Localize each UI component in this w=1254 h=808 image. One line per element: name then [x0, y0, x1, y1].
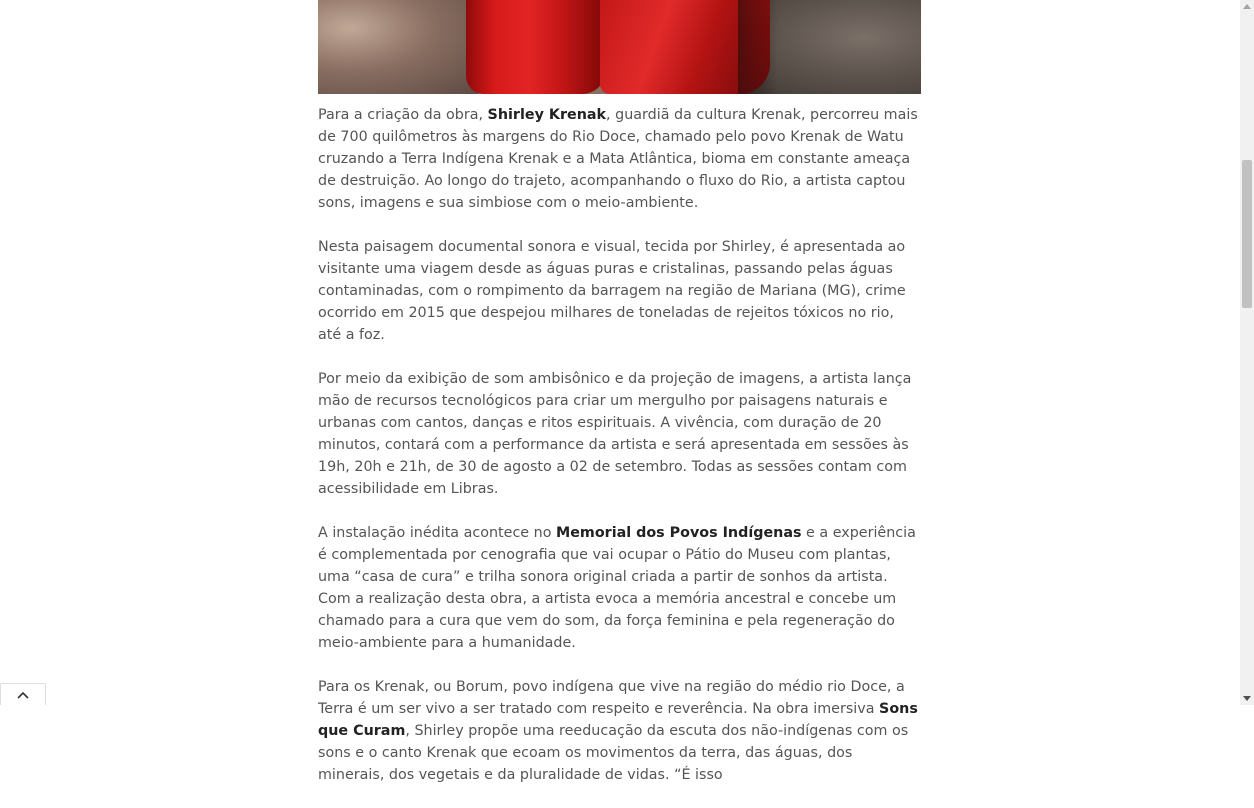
scroll-up-arrow-icon[interactable] — [1243, 4, 1251, 9]
scrollbar-thumb[interactable] — [1242, 160, 1252, 308]
paragraph-2: Nesta paisagem documental sonora e visual, tecida por Shirley, é apresentada ao visitante uma viagem desde as águas puras e cristalinas, passando pelas águas contaminadas, com o rompimento da barragem na região de Mariana (MG), crime ocorrido em 2015 que despejou milhares de toneladas de rejeitos tóxicos no rio, até a foz. — [318, 239, 906, 343]
vertical-scrollbar[interactable] — [1240, 0, 1254, 705]
work-title: Sons que Curam — [318, 701, 918, 739]
hero-figure-red-dress — [466, 0, 606, 94]
paragraph-3: Por meio da exibição de som ambisônico e da projeção de imagens, a artista lança mão de recursos tecnológicos para criar um mergulho por paisagens naturais e urbanas com cantos, danças e ritos espirituais. A vivência, com duração de 20 minutos, contará com a performance da artista e será apresentada em sessões às 19h, 20h e 21h, de 30 de agosto a 02 de setembro. Todas as sessões contam com acessibilidade em Libras. — [318, 371, 912, 497]
hero-image — [318, 0, 921, 94]
article-body — [318, 104, 918, 808]
paragraph-1: Para a criação da obra, Shirley Krenak, guardiã da cultura Krenak, percorreu mais de 700 quilômetros às margens do Rio Doce, chamado pelo povo Krenak de Watu cruzando a Terra Indígena Krenak e a Mata Atlântica, bioma em constante ameaça de destruição. Ao longo do trajeto, acompanhando o fluxo do Rio, a artista captou sons, imagens e sua simbiose com o meio-ambiente. — [318, 107, 918, 211]
paragraph-4: A instalação inédita acontece no Memorial dos Povos Indígenas e a experiência é complementada por cenografia que vai ocupar o Pátio do Museu com plantas, uma “casa de cura” e trilha sonora original criada a partir de sonhos da artista. Com a realização desta obra, a artista evoca a memória ancestral e concebe um chamado para a cura que vem do som, da força feminina e pela regeneração do meio-ambiente para a humanidade. — [318, 525, 916, 651]
venue-name: Memorial dos Povos Indígenas — [556, 525, 802, 541]
paragraph-5: Para os Krenak, ou Borum, povo indígena que vive na região do médio rio Doce, a Terra é um ser vivo a ser tratado com respeito e reverência. Na obra imersiva Sons que Curam, Shirley propõe uma reeducação da escuta dos não-indígenas com os sons e o canto Krenak que ecoam os movimentos da terra, das águas, dos minerais, dos vegetais e da pluralidade de vidas. “É isso — [318, 679, 918, 783]
hero-shadow — [738, 0, 778, 94]
back-to-top-button[interactable] — [0, 683, 46, 705]
hero-rock-left — [318, 0, 478, 94]
chevron-up-icon — [16, 690, 30, 700]
scroll-down-arrow-icon[interactable] — [1243, 696, 1251, 701]
artist-name: Shirley Krenak — [487, 107, 607, 123]
